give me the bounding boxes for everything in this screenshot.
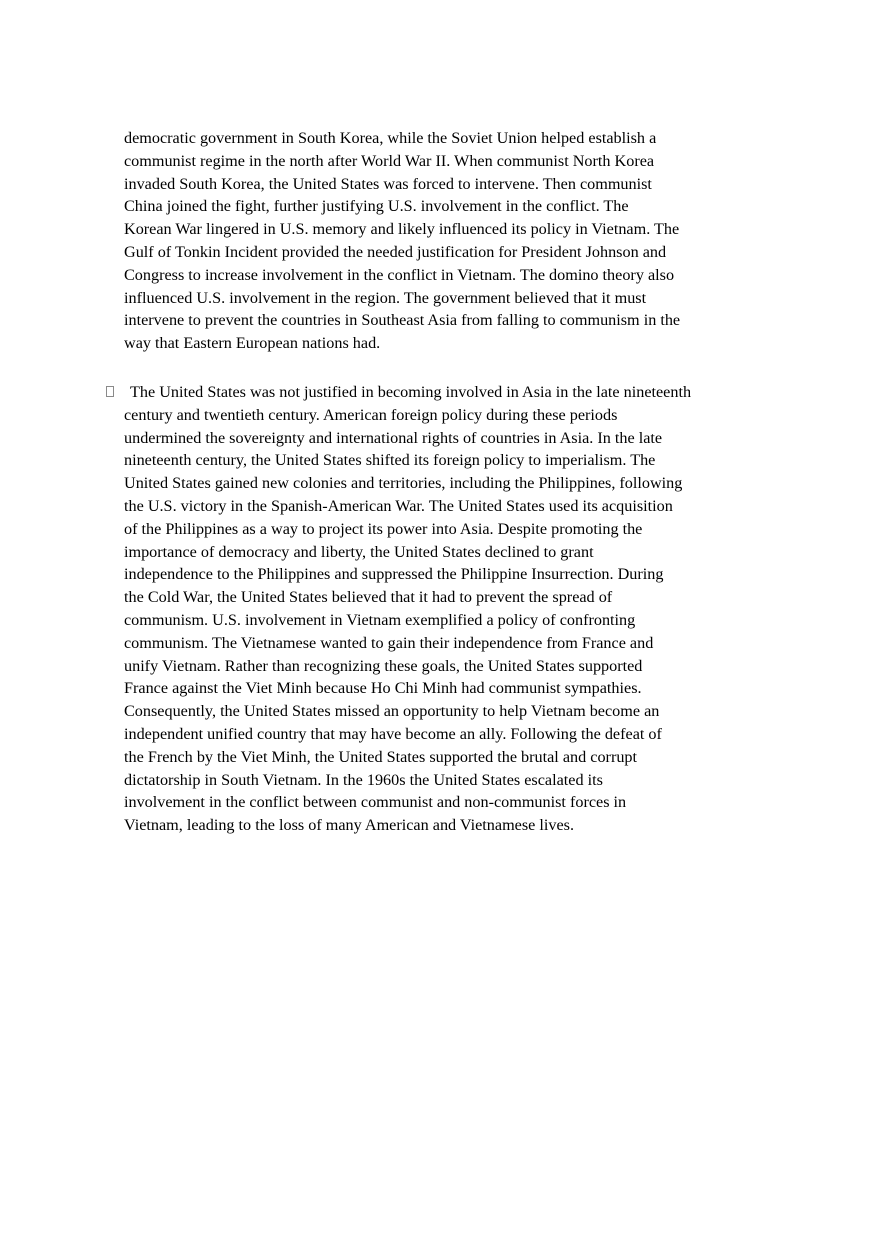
text-line: unify Vietnam. Rather than recognizing these goals, the United States supported — [124, 656, 643, 675]
text-line: way that Eastern European nations had. — [124, 334, 381, 353]
text-line: China joined the fight, further justifying U.S. involvement in the conflict. The — [124, 197, 629, 216]
text-line: importance of democracy and liberty, the United States declined to grant — [124, 542, 594, 561]
text-line: undermined the sovereignty and international rights of countries in Asia. In the late — [124, 428, 663, 447]
text-line: democratic government in South Korea, while the Soviet Union helped establish a — [124, 129, 657, 147]
text-line: United States gained new colonies and territories, including the Philippines, following — [124, 474, 683, 493]
text-line: of the Philippines as a way to project its power into Asia. Despite promoting the — [124, 519, 643, 538]
text-line: invaded South Korea, the United States was forced to intervene. Then communist — [124, 174, 652, 193]
text-line: The United States was not justified in becoming involved in Asia in the late nineteenth — [130, 383, 692, 401]
text-line: century and twentieth century. American foreign policy during these periods — [124, 405, 618, 424]
text-line: intervene to prevent the countries in Southeast Asia from falling to communism in the — [124, 311, 681, 330]
text-line: Vietnam, leading to the loss of many American and Vietnamese lives. — [124, 816, 574, 835]
text-line: independent unified country that may have become an ally. Following the defeat of — [124, 724, 662, 743]
bullet-box-icon — [106, 386, 114, 397]
paragraph-korea-vietnam — [124, 127, 744, 355]
text-line: involvement in the conflict between communist and non-communist forces in — [124, 793, 627, 812]
text-line: Korean War lingered in U.S. memory and likely influenced its policy in Vietnam. The — [124, 220, 680, 239]
text-line: Gulf of Tonkin Incident provided the needed justification for President Johnson and — [124, 242, 667, 261]
paragraph-not-justified — [124, 381, 744, 837]
text-line: nineteenth century, the United States shifted its foreign policy to imperialism. The — [124, 451, 656, 470]
text-line: communism. U.S. involvement in Vietnam exemplified a policy of confronting — [124, 610, 636, 629]
text-line: communism. The Vietnamese wanted to gain their independence from France and — [124, 633, 654, 652]
text-line: the French by the Viet Minh, the United States supported the brutal and corrupt — [124, 747, 638, 766]
text-line: dictatorship in South Vietnam. In the 1960s the United States escalated its — [124, 770, 603, 789]
text-line: independence to the Philippines and suppressed the Philippine Insurrection. During — [124, 565, 664, 584]
text-line: communist regime in the north after World War II. When communist North Korea — [124, 151, 655, 170]
text-line: influenced U.S. involvement in the region. The government believed that it must — [124, 288, 647, 307]
text-line: the U.S. victory in the Spanish-American War. The United States used its acquisition — [124, 496, 673, 515]
text-line: the Cold War, the United States believed that it had to prevent the spread of — [124, 588, 613, 607]
text-line: Congress to increase involvement in the conflict in Vietnam. The domino theory also — [124, 265, 675, 284]
text-line: Consequently, the United States missed an opportunity to help Vietnam become an — [124, 702, 660, 721]
text-line: France against the Viet Minh because Ho Chi Minh had communist sympathies. — [124, 679, 642, 698]
